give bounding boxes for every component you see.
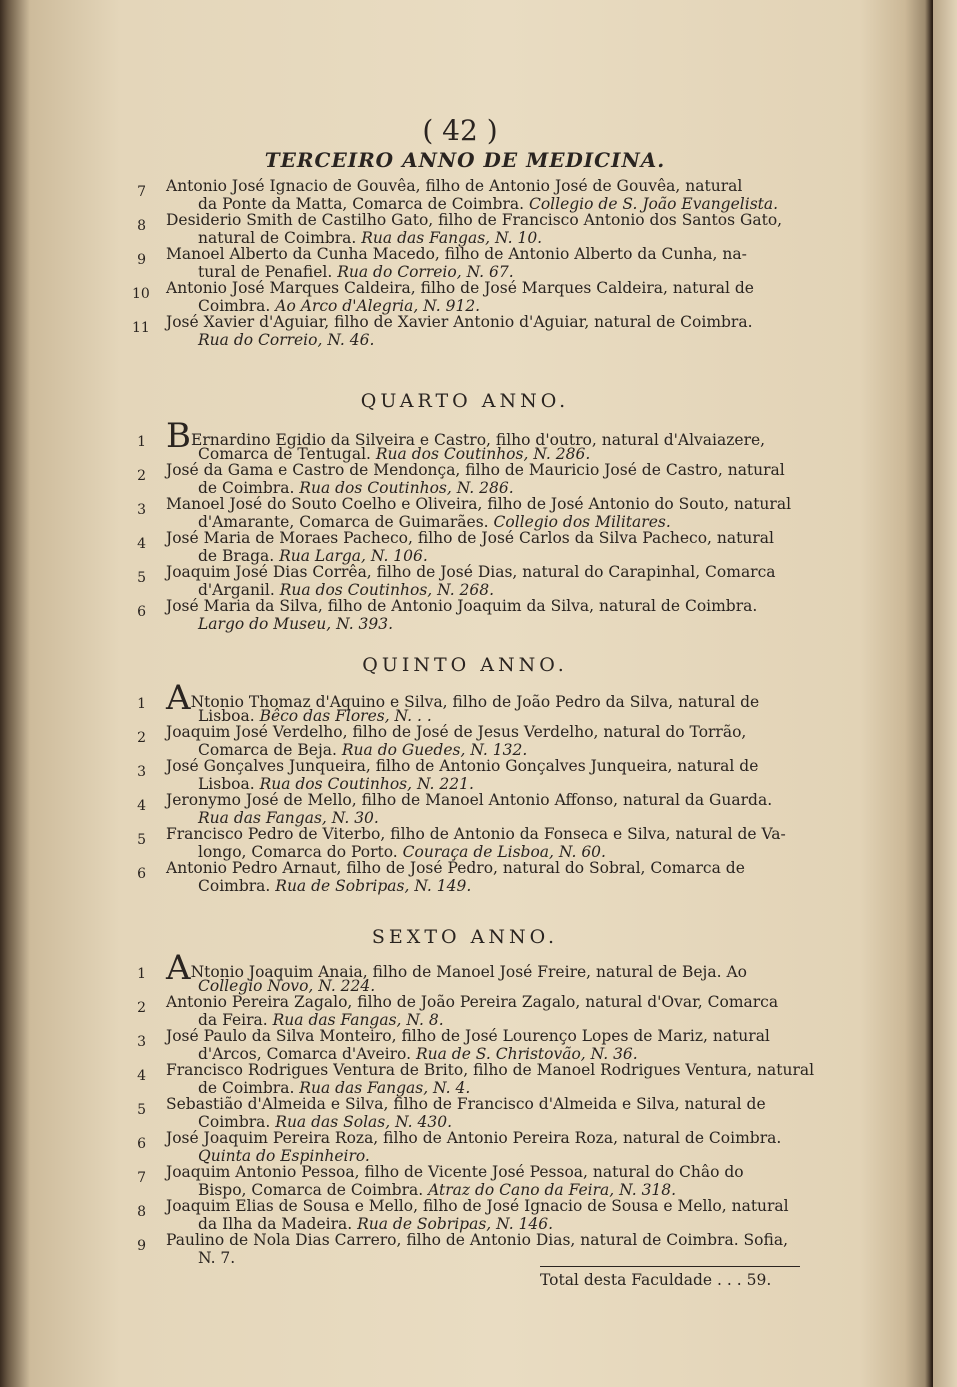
entry-text: Desiderio Smith de Castilho Gato, filho de Francisco Antonio dos Santos Gato,	[166, 211, 783, 229]
entry-origin: da Ilha da Madeira.	[198, 1215, 358, 1233]
entry-address: Largo do Museu, N. 393.	[198, 615, 394, 633]
section-heading: QUARTO ANNO.	[360, 390, 570, 412]
entry-number: 6	[137, 604, 146, 620]
entry-line-1	[166, 598, 757, 615]
entry-line-1	[166, 314, 753, 331]
entry-address: Rua Larga, N. 106.	[279, 547, 428, 565]
entry-text: José Maria da Silva, filho de Antonio Joaquim da Silva, natural de Coimbra.	[166, 597, 758, 615]
entry-text: Joaquim Elias de Sousa e Mello, filho de José Ignacio de Sousa e Mello, natural	[166, 1197, 789, 1215]
entry-address: Rua de Sobripas, N. 149.	[275, 877, 472, 895]
entry-line-1	[166, 994, 778, 1011]
entry-origin: N. 7.	[198, 1249, 236, 1267]
entry-number: 11	[132, 320, 150, 336]
entry-origin: natural de Coimbra.	[198, 229, 362, 247]
entry-line-1	[166, 724, 746, 741]
entry-text: Antonio José Marques Caldeira, filho de José Marques Caldeira, natural de	[166, 279, 754, 297]
entry-address: Couraça de Lisboa, N. 60.	[402, 843, 606, 861]
page-number: ( 42 )	[422, 114, 498, 147]
entry-text: Ernardino Egidio da Silveira e Castro, filho d'outro, natural d'Alvaiazere,	[191, 431, 766, 449]
entry-text: Joaquim José Dias Corrêa, filho de José Dias, natural do Carapinhal, Comarca	[166, 563, 776, 581]
entry-text: José Maria de Moraes Pacheco, filho de José Carlos da Silva Pacheco, natural	[166, 529, 774, 547]
entry-line-2	[198, 1250, 235, 1267]
entry-number: 7	[137, 184, 146, 200]
entry-number: 3	[137, 764, 146, 780]
entry-number: 6	[137, 1136, 146, 1152]
entry-text: Ntonio Thomaz d'Aquino e Silva, filho de João Pedro da Silva, natural de	[190, 693, 760, 711]
entry-number: 5	[137, 1102, 146, 1118]
entry-address: Rua do Correio, N. 46.	[198, 331, 375, 349]
entry-address: Bêco das Flores, N. . .	[259, 707, 432, 725]
facing-page-edge	[933, 0, 957, 1387]
entry-line-1	[166, 1198, 789, 1215]
entry-text: José Paulo da Silva Monteiro, filho de José Lourenço Lopes de Mariz, natural	[166, 1027, 770, 1045]
entry-number: 6	[137, 866, 146, 882]
entry-number: 5	[137, 570, 146, 586]
entry-line-2	[198, 616, 393, 633]
entry-number: 4	[137, 536, 146, 552]
entry-address: Ao Arco d'Alegria, N. 912.	[275, 297, 481, 315]
entry-address: Rua dos Coutinhos, N. 286.	[375, 445, 591, 463]
entry-number: 8	[137, 218, 146, 234]
entry-text: Ntonio Joaquim Anaia, filho de Manoel José Freire, natural de Beja. Ao	[190, 963, 747, 981]
entry-origin: da Ponte da Matta, Comarca de Coimbra.	[198, 195, 529, 213]
entry-line-1	[166, 212, 782, 229]
document-page	[120, 70, 815, 1330]
section-heading: SEXTO ANNO.	[371, 926, 559, 948]
entry-line-1	[166, 530, 774, 547]
entry-origin: da Feira.	[198, 1011, 273, 1029]
entry-address: Collegio Novo, N. 224.	[198, 977, 376, 995]
faculty-heading: TERCEIRO ANNO DE MEDICINA.	[264, 148, 666, 172]
entry-origin: de Coimbra.	[198, 479, 300, 497]
entry-line-1	[166, 462, 785, 479]
entry-address: Rua das Solas, N. 430.	[275, 1113, 453, 1131]
drop-capital: A	[166, 678, 191, 718]
entry-origin: de Braga.	[198, 547, 280, 565]
entry-line-1	[166, 1062, 814, 1079]
entry-origin: d'Arcos, Comarca d'Aveiro.	[198, 1045, 416, 1063]
entry-origin: Coimbra.	[198, 877, 276, 895]
section-heading: QUINTO ANNO.	[362, 654, 568, 676]
entry-origin: d'Arganil.	[198, 581, 280, 599]
entry-line-1	[166, 1130, 781, 1147]
entry-line-1	[166, 1164, 744, 1181]
total-line	[540, 1271, 771, 1289]
entry-line-1	[166, 178, 742, 195]
entry-number: 7	[137, 1170, 146, 1186]
entry-line-1	[166, 1232, 788, 1249]
entry-address: Collegio de S. João Evangelista.	[528, 195, 779, 213]
entry-address: Rua das Fangas, N. 8.	[272, 1011, 444, 1029]
entry-line-1	[166, 792, 772, 809]
entry-number: 2	[137, 730, 146, 746]
entry-text: Antonio José Ignacio de Gouvêa, filho de Antonio José de Gouvêa, natural	[166, 177, 743, 195]
entry-line-1	[166, 564, 776, 581]
entry-address: Rua do Correio, N. 67.	[337, 263, 514, 281]
entry-number: 9	[137, 1238, 146, 1254]
entry-number: 4	[137, 798, 146, 814]
entry-text: Paulino de Nola Dias Carrero, filho de Antonio Dias, natural de Coimbra. Sofia,	[166, 1231, 788, 1249]
entry-address: Rua das Fangas, N. 30.	[198, 809, 379, 827]
entry-address: Atraz do Cano da Feira, N. 318.	[428, 1181, 677, 1199]
drop-capital: A	[166, 948, 191, 988]
entry-text: Antonio Pedro Arnaut, filho de José Pedro, natural do Sobral, Comarca de	[166, 859, 745, 877]
entry-origin: longo, Comarca do Porto.	[198, 843, 403, 861]
entry-text: Francisco Pedro de Viterbo, filho de Antonio da Fonseca e Silva, natural de Va-	[166, 825, 786, 843]
entry-line-2	[198, 878, 471, 895]
entry-text: Jeronymo José de Mello, filho de Manoel Antonio Affonso, natural da Guarda.	[166, 791, 773, 809]
entry-text: José Gonçalves Junqueira, filho de Antonio Gonçalves Junqueira, natural de	[166, 757, 759, 775]
entry-line-1	[166, 496, 791, 513]
entry-line-1	[166, 758, 758, 775]
entry-line-1	[166, 860, 745, 877]
entry-line-1	[166, 280, 754, 297]
entry-number: 3	[137, 502, 146, 518]
total-rule	[540, 1266, 800, 1267]
entry-address: Rua dos Coutinhos, N. 268.	[279, 581, 495, 599]
entry-address: Rua dos Coutinhos, N. 286.	[299, 479, 514, 497]
entry-number: 5	[137, 832, 146, 848]
entry-origin: Comarca de Tentugal.	[198, 445, 376, 463]
entry-number: 3	[137, 1034, 146, 1050]
entry-text: José Joaquim Pereira Roza, filho de Antonio Pereira Roza, natural de Coimbra.	[166, 1129, 782, 1147]
entry-address: Rua das Fangas, N. 4.	[299, 1079, 471, 1097]
entry-origin: Lisboa.	[198, 775, 260, 793]
total-label: Total desta Faculdade . . .	[540, 1271, 742, 1289]
entry-line-1	[166, 826, 786, 843]
entry-number: 1	[137, 966, 146, 982]
entry-line-2	[198, 332, 374, 349]
entry-text: José da Gama e Castro de Mendonça, filho de Mauricio José de Castro, natural	[166, 461, 785, 479]
entry-origin: Bispo, Comarca de Coimbra.	[198, 1181, 429, 1199]
entry-address: Rua dos Coutinhos, N. 221.	[259, 775, 474, 793]
entry-line-1	[166, 1096, 766, 1113]
entry-text: Manoel Alberto da Cunha Macedo, filho de Antonio Alberto da Cunha, na-	[166, 245, 747, 263]
entry-origin: Coimbra.	[198, 297, 276, 315]
entry-number: 4	[137, 1068, 146, 1084]
entry-origin: Comarca de Beja.	[198, 741, 342, 759]
entry-number: 2	[137, 468, 146, 484]
entry-text: Antonio Pereira Zagalo, filho de João Pereira Zagalo, natural d'Ovar, Comarca	[166, 993, 779, 1011]
entry-text: Joaquim Antonio Pessoa, filho de Vicente José Pessoa, natural do Châo do	[166, 1163, 744, 1181]
entry-origin: tural de Penafiel.	[198, 263, 338, 281]
total-value: 59.	[746, 1271, 772, 1289]
entry-line-1	[166, 246, 747, 263]
entry-address: Rua de S. Christovão, N. 36.	[415, 1045, 638, 1063]
entry-number: 1	[137, 434, 146, 450]
entry-number: 2	[137, 1000, 146, 1016]
entry-origin: Coimbra.	[198, 1113, 276, 1131]
entry-address: Quinta do Espinheiro.	[198, 1147, 370, 1165]
entry-address: Rua das Fangas, N. 10.	[361, 229, 543, 247]
entry-text: Manoel José do Souto Coelho e Oliveira, filho de José Antonio do Souto, natural	[166, 495, 792, 513]
entry-number: 10	[132, 286, 150, 302]
entry-origin: Lisboa.	[198, 707, 260, 725]
entry-origin: d'Amarante, Comarca de Guimarães.	[198, 513, 494, 531]
entry-text: Sebastião d'Almeida e Silva, filho de Francisco d'Almeida e Silva, natural de	[166, 1095, 766, 1113]
entry-text: Francisco Rodrigues Ventura de Brito, filho de Manoel Rodrigues Ventura, natural	[166, 1061, 815, 1079]
entry-line-1	[166, 1028, 770, 1045]
entry-text: José Xavier d'Aguiar, filho de Xavier Antonio d'Aguiar, natural de Coimbra.	[166, 313, 753, 331]
drop-capital: B	[166, 416, 191, 456]
entry-address: Rua de Sobripas, N. 146.	[357, 1215, 554, 1233]
entry-address: Rua do Guedes, N. 132.	[341, 741, 528, 759]
entry-number: 8	[137, 1204, 146, 1220]
entry-number: 1	[137, 696, 146, 712]
entry-address: Collegio dos Militares.	[493, 513, 671, 531]
entry-number: 9	[137, 252, 146, 268]
entry-origin: de Coimbra.	[198, 1079, 300, 1097]
entry-text: Joaquim José Verdelho, filho de José de Jesus Verdelho, natural do Torrão,	[166, 723, 747, 741]
